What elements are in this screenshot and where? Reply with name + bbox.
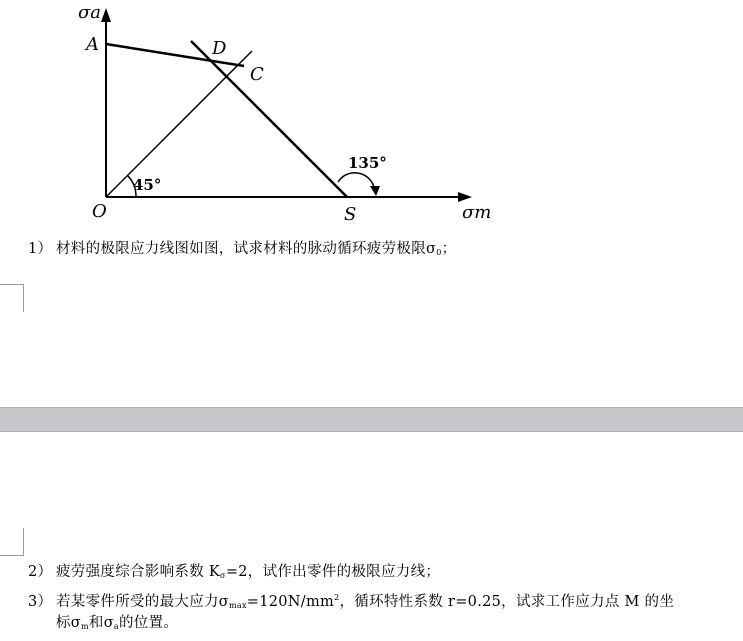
point-a-label: A — [86, 34, 99, 55]
question-2-text-b: =2，试作出零件的极限应力线； — [225, 564, 441, 580]
question-3-cont-c: 的位置。 — [118, 615, 179, 631]
question-3-cont-sub-m: m — [81, 622, 89, 631]
point-d-label: D — [212, 38, 227, 59]
arc-135-arrow — [370, 186, 380, 196]
question-1-number: 1） — [28, 241, 53, 257]
line-45-degree — [106, 51, 252, 197]
y-axis-label: σa — [78, 2, 102, 23]
limit-stress-diagram — [0, 0, 520, 232]
question-3-text-b: =120N/mm — [246, 594, 335, 610]
question-3-text-c: ，循环特性系数 r=0.25，试求工作应力点 M 的坐 — [339, 594, 675, 610]
question-1-subscript: 0 — [436, 248, 442, 257]
x-axis-label: σm — [462, 202, 492, 223]
question-3-continuation — [56, 612, 178, 638]
y-axis-arrow — [101, 8, 111, 22]
question-1 — [28, 238, 456, 264]
angle-135-label: 135° — [348, 154, 387, 172]
question-3-subscript-max: max — [229, 601, 247, 610]
question-1-text: 材料的极限应力线图如图，试求材料的脉动循环疲劳极限σ — [56, 241, 437, 257]
question-3-cont-a: 标σ — [56, 615, 81, 631]
point-s-label: S — [344, 204, 357, 225]
x-axis-arrow — [458, 192, 472, 202]
page-corner-mark-bottom — [0, 528, 24, 556]
angle-45-label: 45° — [133, 176, 162, 194]
page-separator — [0, 407, 743, 432]
question-3-cont-b: 和σ — [88, 615, 114, 631]
question-2-text-a: 疲劳强度综合影响系数 K — [56, 564, 221, 580]
line-d-s — [191, 41, 347, 197]
question-1-tail: ； — [441, 241, 457, 257]
origin-label: O — [92, 201, 107, 222]
question-2-subscript: σ — [220, 571, 226, 580]
point-c-label: C — [250, 64, 264, 85]
question-2 — [28, 561, 440, 587]
page-corner-mark-top — [0, 284, 24, 312]
question-3-cont-sub-a: a — [113, 622, 119, 631]
question-3-superscript: 2 — [334, 593, 340, 602]
question-2-number: 2） — [28, 564, 53, 580]
arc-135 — [338, 173, 374, 187]
question-3-number: 3） — [28, 594, 53, 610]
question-3-text-a: 若某零件所受的最大应力σ — [56, 594, 229, 610]
